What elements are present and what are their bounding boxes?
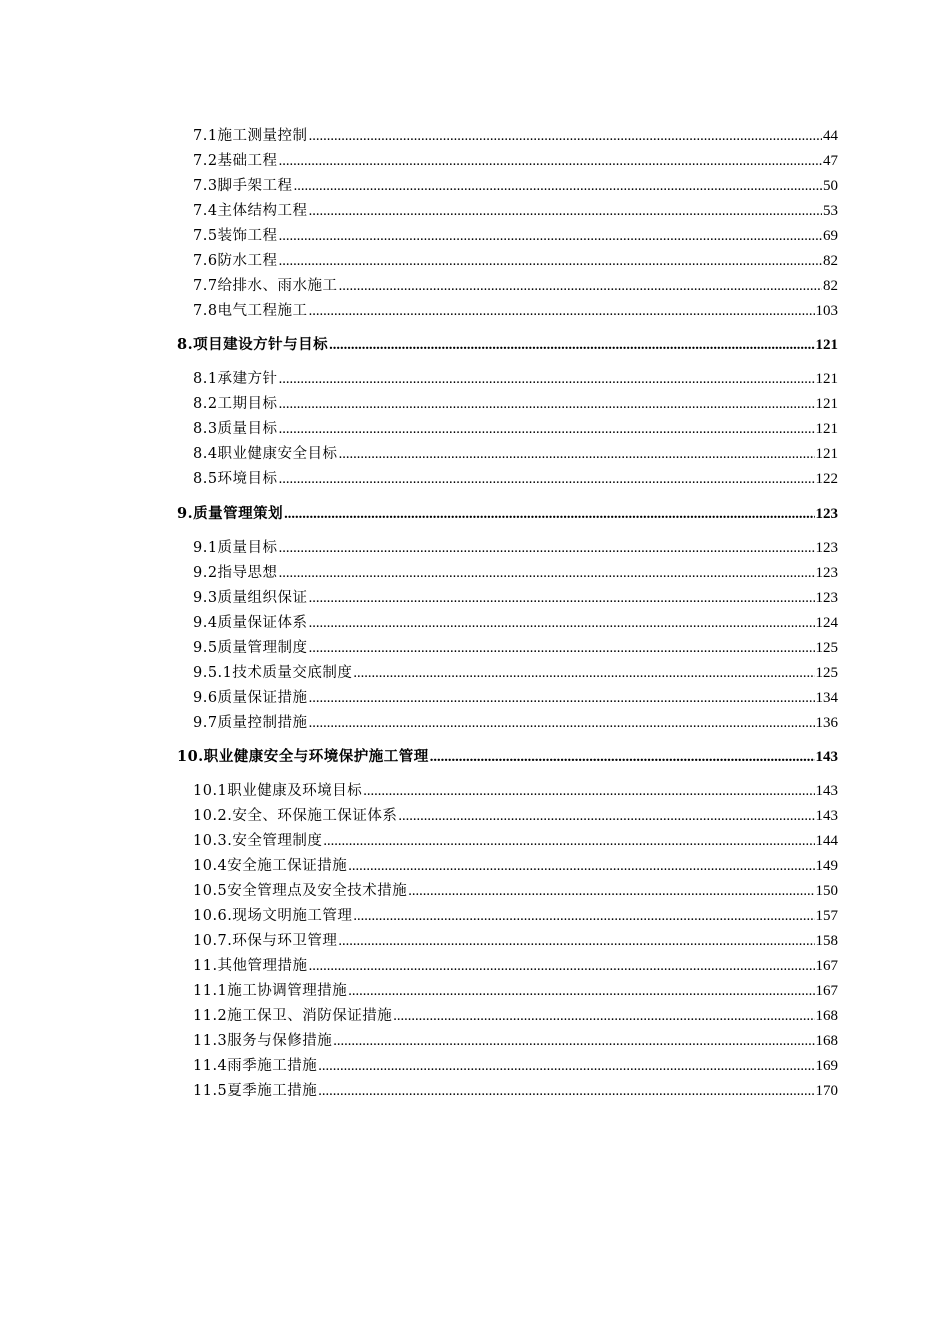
toc-page-number: 123 <box>815 540 838 556</box>
toc-entry[interactable] <box>193 1054 838 1078</box>
toc-dot-leader <box>309 299 815 323</box>
toc-page-number: 167 <box>815 983 838 999</box>
toc-chapter-label: 10.职业健康安全与环境保护施工管理 <box>177 748 429 765</box>
toc-chapter-label: 8.项目建设方针与目标 <box>177 336 329 353</box>
toc-dot-leader <box>408 879 814 903</box>
toc-entry-label: 8.2工期目标 <box>193 396 278 412</box>
toc-dot-leader <box>338 929 814 953</box>
toc-dot-leader <box>329 333 814 357</box>
toc-entry[interactable] <box>193 199 838 223</box>
toc-entry-label: 7.8电气工程施工 <box>193 303 308 319</box>
toc-dot-leader <box>309 686 815 710</box>
toc-entry-label: 7.4主体结构工程 <box>193 203 308 219</box>
toc-entry[interactable] <box>193 1004 838 1028</box>
toc-page-number: 103 <box>815 303 838 319</box>
toc-page-number: 82 <box>823 253 838 269</box>
toc-page-number: 143 <box>815 808 838 824</box>
toc-page-number: 121 <box>815 371 838 387</box>
toc-entry[interactable] <box>193 854 838 878</box>
toc-entry[interactable] <box>193 392 838 416</box>
toc-entry[interactable] <box>193 174 838 198</box>
toc-page-number: 125 <box>815 640 838 656</box>
toc-page-number: 143 <box>815 749 838 765</box>
toc-dot-leader <box>279 417 815 441</box>
toc-chapter-label: 9.质量管理策划 <box>177 505 284 522</box>
toc-dot-leader <box>353 904 814 928</box>
toc-dot-leader <box>393 1004 814 1028</box>
toc-dot-leader <box>339 274 822 298</box>
toc-entry-label: 11.5夏季施工措施 <box>193 1083 318 1099</box>
toc-entry[interactable] <box>193 536 838 560</box>
toc-dot-leader <box>309 124 822 148</box>
toc-page-number: 69 <box>823 228 838 244</box>
toc-dot-leader <box>279 561 815 585</box>
toc-page-number: 122 <box>815 471 838 487</box>
toc-entry[interactable] <box>193 586 838 610</box>
toc-page-number: 143 <box>815 783 838 799</box>
toc-dot-leader <box>333 1029 814 1053</box>
toc-page-number: 167 <box>815 958 838 974</box>
toc-entry-label: 11.4雨季施工措施 <box>193 1058 318 1074</box>
toc-entry[interactable] <box>193 299 838 323</box>
toc-chapter-entry[interactable] <box>177 745 838 769</box>
toc-entry-label: 9.3质量组织保证 <box>193 590 308 606</box>
toc-entry-label: 9.4质量保证体系 <box>193 615 308 631</box>
toc-dot-leader <box>279 224 822 248</box>
toc-dot-leader <box>279 536 815 560</box>
toc-dot-leader <box>279 149 822 173</box>
toc-entry[interactable] <box>193 367 838 391</box>
toc-entry-label: 11.3服务与保修措施 <box>193 1033 333 1049</box>
toc-entry-label: 8.4职业健康安全目标 <box>193 446 338 462</box>
toc-entry[interactable] <box>193 661 838 685</box>
toc-entry-label: 7.1施工测量控制 <box>193 128 308 144</box>
toc-entry-label: 7.5装饰工程 <box>193 228 278 244</box>
toc-page-number: 157 <box>815 908 838 924</box>
toc-entry-label: 7.3脚手架工程 <box>193 178 293 194</box>
toc-dot-leader <box>279 367 815 391</box>
toc-dot-leader <box>353 661 814 685</box>
toc-dot-leader <box>348 979 814 1003</box>
toc-entry[interactable] <box>193 954 838 978</box>
toc-page-number: 47 <box>823 153 838 169</box>
toc-page-number: 121 <box>815 396 838 412</box>
toc-entry-label: 8.5环境目标 <box>193 471 278 487</box>
toc-entry-label: 9.1质量目标 <box>193 540 278 556</box>
toc-entry[interactable] <box>193 711 838 735</box>
toc-entry-label: 9.6质量保证措施 <box>193 690 308 706</box>
toc-entry[interactable] <box>193 879 838 903</box>
toc-entry-label: 7.6防水工程 <box>193 253 278 269</box>
toc-page-number: 44 <box>823 128 838 144</box>
toc-entry-label: 9.7质量控制措施 <box>193 715 308 731</box>
toc-entry[interactable] <box>193 929 838 953</box>
toc-page-number: 53 <box>823 203 838 219</box>
toc-page-number: 158 <box>815 933 838 949</box>
toc-chapter-entry[interactable] <box>177 502 838 526</box>
toc-page-number: 170 <box>815 1083 838 1099</box>
toc-dot-leader <box>318 1054 814 1078</box>
toc-page-number: 82 <box>823 278 838 294</box>
toc-page-number: 125 <box>815 665 838 681</box>
toc-page-number: 123 <box>815 590 838 606</box>
toc-dot-leader <box>309 636 815 660</box>
toc-entry[interactable] <box>193 124 838 148</box>
toc-entry[interactable] <box>193 686 838 710</box>
toc-dot-leader <box>318 1079 814 1103</box>
toc-entry-label: 7.2基础工程 <box>193 153 278 169</box>
toc-entry-label: 10.6.现场文明施工管理 <box>193 908 353 924</box>
toc-page-number: 50 <box>823 178 838 194</box>
toc-entry[interactable] <box>193 611 838 635</box>
toc-page-number: 136 <box>815 715 838 731</box>
toc-entry[interactable] <box>193 442 838 466</box>
toc-entry-label: 8.3质量目标 <box>193 421 278 437</box>
toc-dot-leader <box>309 586 815 610</box>
toc-entry-label: 9.2指导思想 <box>193 565 278 581</box>
toc-entry[interactable] <box>193 636 838 660</box>
toc-dot-leader <box>309 711 815 735</box>
toc-entry-label: 8.1承建方针 <box>193 371 278 387</box>
toc-dot-leader <box>284 502 814 526</box>
toc-entry[interactable] <box>193 1079 838 1103</box>
toc-page-number: 123 <box>815 506 838 522</box>
toc-page-number: 169 <box>815 1058 838 1074</box>
toc-entry-label: 10.3.安全管理制度 <box>193 833 323 849</box>
toc-page-number: 144 <box>815 833 838 849</box>
toc-entry[interactable] <box>193 149 838 173</box>
toc-dot-leader <box>309 954 815 978</box>
toc-dot-leader <box>279 249 822 273</box>
toc-entry-label: 11.1施工协调管理措施 <box>193 983 348 999</box>
toc-dot-leader <box>309 199 822 223</box>
toc-entry-label: 10.4安全施工保证措施 <box>193 858 348 874</box>
toc-chapter-entry[interactable] <box>177 333 838 357</box>
toc-entry-label: 11.其他管理措施 <box>193 958 308 974</box>
toc-page-number: 123 <box>815 565 838 581</box>
toc-page-number: 168 <box>815 1008 838 1024</box>
toc-entry[interactable] <box>193 561 838 585</box>
toc-dot-leader <box>430 745 815 769</box>
toc-page-number: 168 <box>815 1033 838 1049</box>
toc-dot-leader <box>309 611 815 635</box>
toc-entry[interactable] <box>193 224 838 248</box>
toc-dot-leader <box>363 779 814 803</box>
toc-entry-label: 10.1职业健康及环境目标 <box>193 783 363 799</box>
toc-page-number: 149 <box>815 858 838 874</box>
toc-dot-leader <box>294 174 822 198</box>
toc-dot-leader <box>348 854 814 878</box>
toc-entry-label: 9.5.1技术质量交底制度 <box>193 665 353 681</box>
toc-entry-label: 9.5质量管理制度 <box>193 640 308 656</box>
toc-entry-label: 10.2.安全、环保施工保证体系 <box>193 808 398 824</box>
toc-entry[interactable] <box>193 904 838 928</box>
toc-entry-label: 7.7给排水、雨水施工 <box>193 278 338 294</box>
toc-page-number: 124 <box>815 615 838 631</box>
toc-page-number: 121 <box>815 446 838 462</box>
toc-entry[interactable] <box>193 979 838 1003</box>
toc-entry[interactable] <box>193 829 838 853</box>
toc-entry[interactable] <box>193 274 838 298</box>
toc-dot-leader <box>279 467 815 491</box>
toc-entry[interactable] <box>193 1029 838 1053</box>
toc-entry[interactable] <box>193 417 838 441</box>
toc-page-number: 121 <box>815 421 838 437</box>
toc-page-number: 150 <box>815 883 838 899</box>
toc-dot-leader <box>398 804 814 828</box>
toc-entry-label: 11.2施工保卫、消防保证措施 <box>193 1008 393 1024</box>
toc-dot-leader <box>339 442 815 466</box>
toc-entry-label: 10.7.环保与环卫管理 <box>193 933 338 949</box>
toc-entry[interactable] <box>193 249 838 273</box>
toc-entry-label: 10.5安全管理点及安全技术措施 <box>193 883 408 899</box>
toc-page-number: 134 <box>815 690 838 706</box>
toc-entry[interactable] <box>193 804 838 828</box>
toc-entry[interactable] <box>193 779 838 803</box>
toc-page-number: 121 <box>815 337 838 353</box>
toc-dot-leader <box>323 829 814 853</box>
toc-entry[interactable] <box>193 467 838 491</box>
toc-dot-leader <box>279 392 815 416</box>
